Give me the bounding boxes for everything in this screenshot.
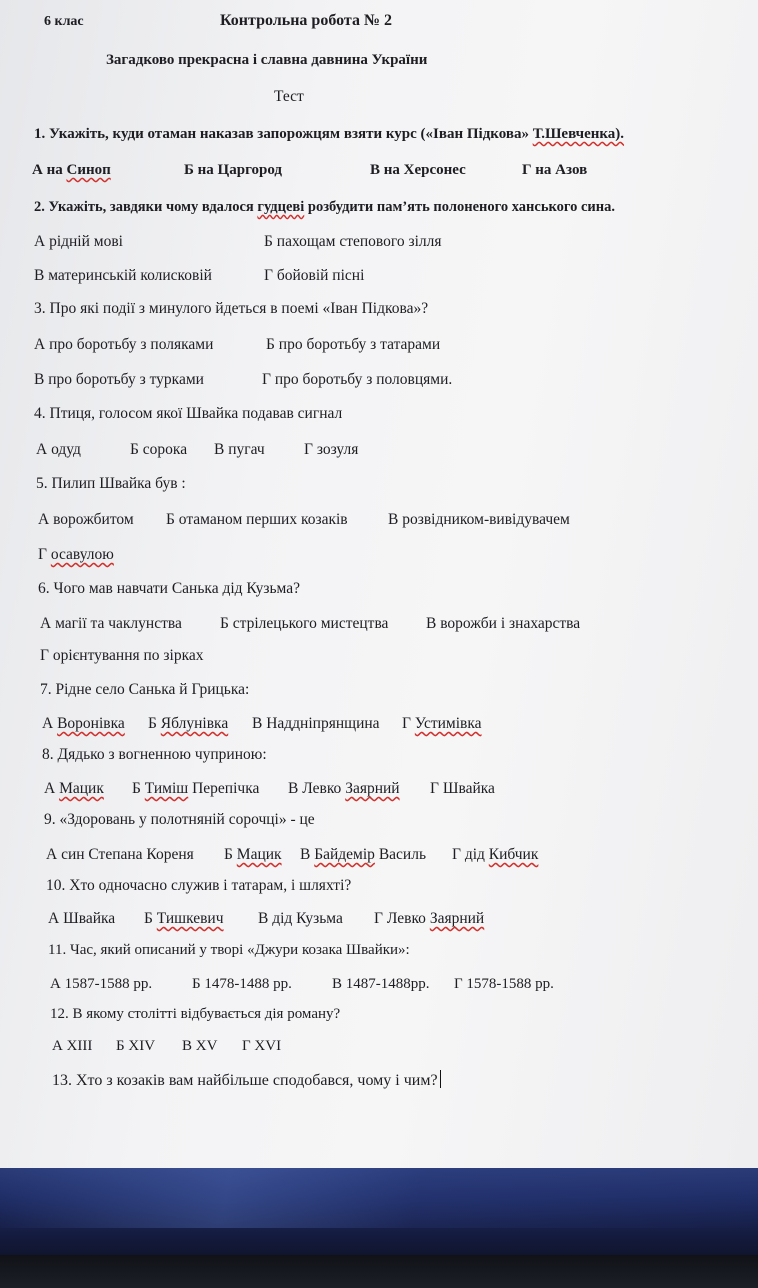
option-c: В Наддніпрянщина xyxy=(252,715,380,732)
option-a: А Мацик xyxy=(44,780,104,797)
misspelled-word: Яблунівка xyxy=(160,715,229,732)
option-c: В материнській колисковій xyxy=(34,267,212,284)
document-subtitle: Загадково прекрасна і славна давнина України xyxy=(106,52,428,68)
option-a: А на Синоп xyxy=(32,162,111,178)
question-10: 10. Хто одночасно служив і татарам, і шляхті? xyxy=(46,877,352,894)
option-a: А магії та чаклунства xyxy=(40,615,182,632)
option-b: Б 1478-1488 рр. xyxy=(192,976,292,992)
text-cursor xyxy=(440,1070,442,1088)
option-a: А XIII xyxy=(52,1038,93,1054)
option-b: Б стрілецького мистецтва xyxy=(220,615,389,632)
option-c: В Байдемір Василь xyxy=(300,846,427,863)
option-c: В Левко Заярний xyxy=(288,780,400,797)
misspelled-word: Заярний xyxy=(429,910,485,927)
option-c: В дід Кузьма xyxy=(258,910,343,927)
question-6: 6. Чого мав навчати Санька дід Кузьма? xyxy=(38,580,300,597)
option-b: Б про боротьбу з татарами xyxy=(266,336,441,353)
option-c: В XV xyxy=(182,1038,218,1054)
option-d: Г Устимівка xyxy=(402,715,482,732)
misspelled-word: Т.Шевченка). xyxy=(532,126,625,142)
option-b: Б сорока xyxy=(130,441,188,458)
option-d: Г 1578-1588 рр. xyxy=(454,976,554,992)
option-d: Г зозуля xyxy=(304,441,359,458)
option-b: Б на Царгород xyxy=(184,162,283,178)
misspelled-word: Мацик xyxy=(59,780,104,797)
option-b: Б Яблунівка xyxy=(148,715,229,732)
question-8: 8. Дядько з вогненною чуприною: xyxy=(42,746,267,763)
option-a: А рідній мові xyxy=(34,233,123,250)
option-d: Г про боротьбу з половцями. xyxy=(262,371,453,388)
option-b: Б Тиміш Перепічка xyxy=(132,780,260,797)
options-6b: Г орієнтування по зірках xyxy=(40,647,204,664)
option-a: А син Степана Кореня xyxy=(46,846,194,863)
option-a: А про боротьбу з поляками xyxy=(34,336,214,353)
option-b: Б отаманом перших козаків xyxy=(166,511,348,528)
option-a: А Швайка xyxy=(48,910,116,927)
option-c: В про боротьбу з турками xyxy=(34,371,204,388)
test-label: Тест xyxy=(274,88,304,105)
option-d: Г XVI xyxy=(242,1038,282,1054)
option-d: Г Швайка xyxy=(430,780,495,797)
misspelled-word: Кибчик xyxy=(488,846,539,863)
question-12: 12. В якому столітті відбувається дія роману? xyxy=(50,1006,341,1022)
misspelled-word: Заярний xyxy=(345,780,400,797)
question-11: 11. Час, який описаний у творі «Джури козака Швайки»: xyxy=(48,942,410,958)
option-a: А одуд xyxy=(36,441,81,458)
question-5: 5. Пилип Швайка був : xyxy=(36,475,186,492)
misspelled-word: Синоп xyxy=(66,162,111,178)
misspelled-word: Устимівка xyxy=(414,715,482,732)
question-9: 9. «Здоровань у полотняній сорочці» - це xyxy=(44,811,315,828)
option-c: В на Херсонес xyxy=(370,162,466,178)
option-d: Г Левко Заярний xyxy=(374,910,485,927)
misspelled-word: Байдемір xyxy=(314,846,375,863)
option-d: Г осавулою xyxy=(38,546,114,563)
grade-label: 6 клас xyxy=(44,14,84,29)
option-b: Б XIV xyxy=(116,1038,156,1054)
option-c: В розвідником-вивідувачем xyxy=(388,511,570,528)
option-a: А 1587-1588 рр. xyxy=(50,976,153,992)
misspelled-word: Тиміш xyxy=(144,780,189,797)
question-4: 4. Птиця, голосом якої Швайка подавав сигнал xyxy=(34,405,343,422)
option-a: А Воронівка xyxy=(42,715,125,732)
question-13[interactable]: 13. Хто з козаків вам найбільше сподобався, чому і чим? xyxy=(52,1070,441,1091)
question-7: 7. Рідне село Санька й Грицька: xyxy=(40,681,250,698)
option-c: В ворожби і знахарства xyxy=(426,615,581,632)
option-d: Г дід Кибчик xyxy=(452,846,539,863)
option-d: Г на Азов xyxy=(522,162,588,178)
option-c: В пугач xyxy=(214,441,265,458)
misspelled-word: Мацик xyxy=(236,846,282,863)
question-2: 2. Укажіть, завдяки чому вдалося гудцеві розбудити пам’ять полоненого ханського сина. xyxy=(34,199,616,215)
screen-glare xyxy=(0,1168,758,1228)
option-b: Б Тишкевич xyxy=(144,910,224,927)
option-b: Б пахощам степового зілля xyxy=(264,233,442,250)
option-d: Г бойовій пісні xyxy=(264,267,365,284)
options-5b xyxy=(38,545,114,565)
option-b: Б Мацик xyxy=(224,846,282,863)
misspelled-word: осавулою xyxy=(50,546,114,563)
document-title: Контрольна робота № 2 xyxy=(220,12,393,29)
question-3: 3. Про які події з минулого йдеться в поемі «Іван Підкова»? xyxy=(34,300,429,317)
option-a: А ворожбитом xyxy=(38,511,134,528)
monitor-bezel xyxy=(0,1255,758,1288)
misspelled-word: Воронівка xyxy=(57,715,125,732)
misspelled-word: гудцеві xyxy=(257,199,305,215)
question-1 xyxy=(34,124,624,144)
question-text: 1. Укажіть, куди отаман наказав запорожцям взяти курс («Іван Підкова» xyxy=(34,126,529,142)
misspelled-word: Тишкевич xyxy=(156,910,224,927)
option-c: В 1487-1488рр. xyxy=(332,976,430,992)
